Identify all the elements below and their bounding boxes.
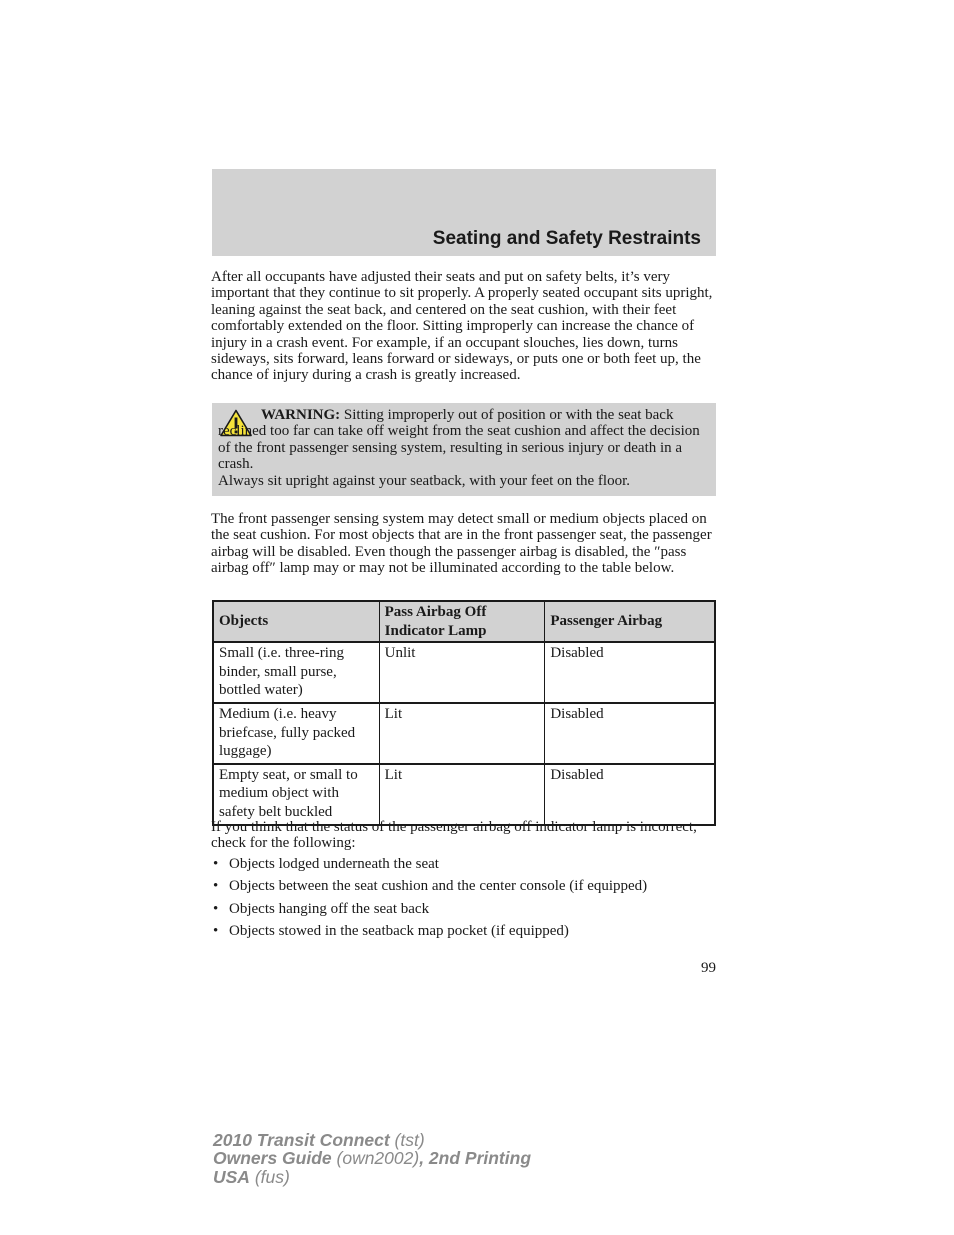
list-item: • Objects lodged underneath the seat <box>211 856 717 872</box>
footer-model: 2010 Transit Connect <box>213 1130 390 1150</box>
section-header <box>212 169 716 256</box>
intro-paragraph: After all occupants have adjusted their seats and put on safety belts, it’s very important that they continue to sit properly. A properly seated occupant sits upright, leaning against the seat back, and centered on the seat cushion, with their feet comfortably extended on the floor. Sitting improperly can increase the chance of injury in a crash event. For example, if an occupant slouches, lies down, turns sideways, sits forward, leans forward or sideways, or puts one or both feet up, the chance of injury during a crash is greatly increased. <box>211 269 713 384</box>
warning-text <box>218 407 710 473</box>
table-cell: Lit <box>379 764 545 825</box>
table-cell: Empty seat, or small to medium object with safety belt buckled <box>213 764 379 825</box>
warning-box <box>212 403 716 496</box>
section-title: Seating and Safety Restraints <box>432 228 701 249</box>
table-cell: Medium (i.e. heavy briefcase, fully packed luggage) <box>213 703 379 764</box>
table-cell: Disabled <box>545 642 715 703</box>
table-cell: Unlit <box>379 642 545 703</box>
warning-advice: Always sit upright against your seatback, with your feet on the floor. <box>218 473 630 489</box>
list-item: • Objects stowed in the seatback map pocket (if equipped) <box>211 923 717 939</box>
table-header-row <box>213 601 715 642</box>
sensing-paragraph: The front passenger sensing system may detect small or medium objects placed on the seat cushion. For most objects that are in the front passenger seat, the passenger airbag will be disabled. Even though the passenger airbag is disabled, the ″pass airbag off″ lamp may or may not be illuminated according to the table below. <box>211 511 712 577</box>
check-list <box>211 856 717 946</box>
table-row <box>213 703 715 764</box>
footer-line-1 <box>213 1131 531 1149</box>
page-number: 99 <box>701 960 716 976</box>
footer-printing: , 2nd Printing <box>419 1148 532 1169</box>
footer-market-code: (fus) <box>249 1166 290 1187</box>
footer-imprint <box>213 1131 531 1186</box>
footer-model-code: (tst) <box>389 1130 425 1150</box>
table-cell: Small (i.e. three-ring binder, small purse, bottled water) <box>213 642 379 703</box>
table-cell: Disabled <box>545 703 715 764</box>
check-paragraph: If you think that the status of the passenger airbag off indicator lamp is incorrect, check for the following: <box>211 819 697 852</box>
list-item: • Objects hanging off the seat back <box>211 901 717 917</box>
footer-guide: Owners Guide <box>213 1148 332 1169</box>
footer-guide-code: (own2002) <box>331 1148 420 1169</box>
footer-line-3 <box>213 1168 531 1186</box>
table-cell: Disabled <box>545 764 715 825</box>
footer-line-2 <box>213 1149 531 1167</box>
table-row <box>213 642 715 703</box>
col-header-passenger-airbag: Passenger Airbag <box>545 601 715 642</box>
warning-body: Sitting improperly out of position or with the seat back reclined too far can take off weight from the seat cushion and affect the decision of the front passenger sensing system, resulting in serious injury or death in a crash. <box>218 407 700 473</box>
col-header-objects: Objects <box>213 601 379 642</box>
footer-market: USA <box>213 1166 250 1187</box>
col-header-indicator-lamp: Pass Airbag Off Indicator Lamp <box>379 601 545 642</box>
table-cell: Lit <box>379 703 545 764</box>
warning-label: WARNING: <box>261 407 341 423</box>
table-row <box>213 764 715 825</box>
airbag-table <box>212 600 716 826</box>
list-item: • Objects between the seat cushion and the center console (if equipped) <box>211 878 717 894</box>
